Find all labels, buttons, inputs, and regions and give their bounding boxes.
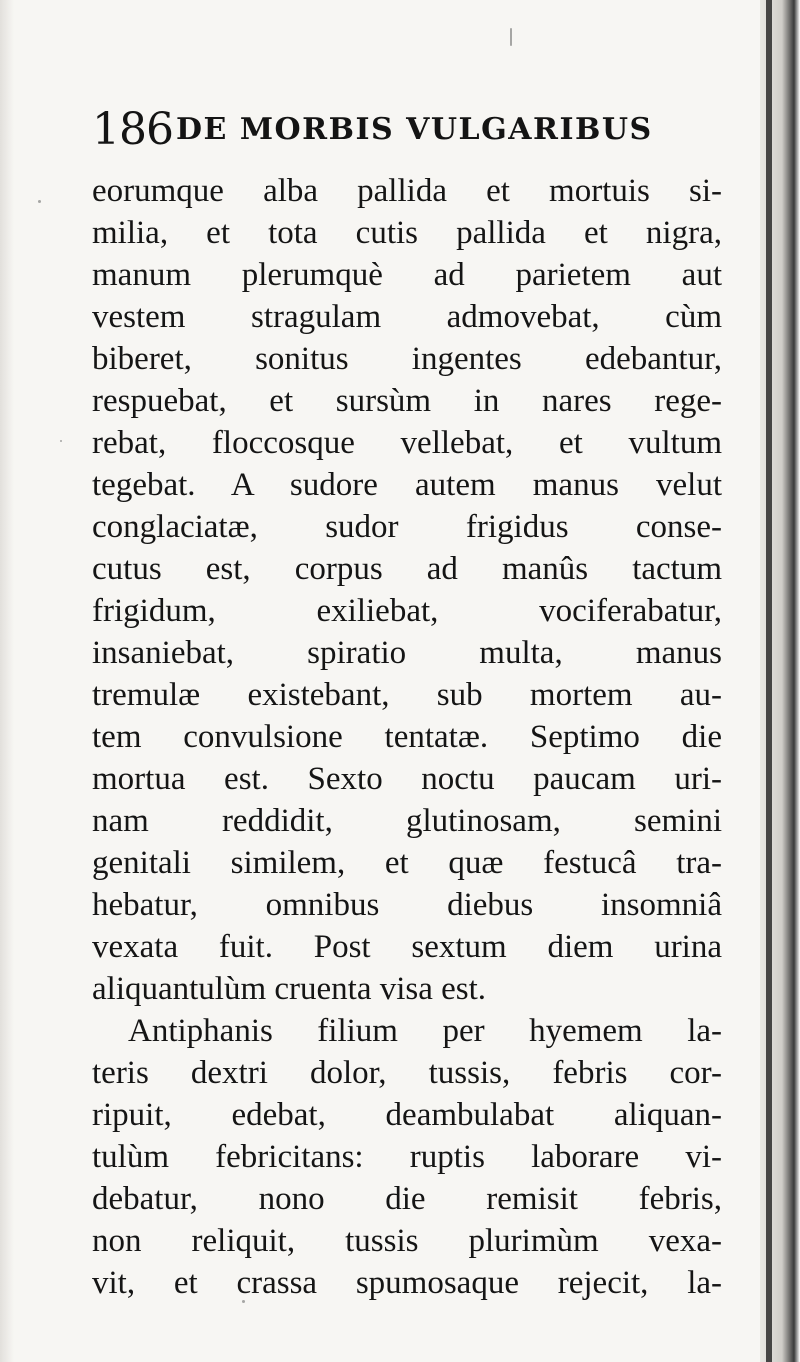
text-line: frigidum, exiliebat, vociferabatur,: [92, 593, 722, 629]
page-gutter-shadow: [766, 0, 772, 1362]
text-line: respuebat, et sursùm in nares rege-: [92, 383, 722, 419]
text-line: insaniebat, spiratio multa, manus: [92, 635, 722, 671]
paragraph-start-line: Antiphanis filium per hyemem la-: [128, 1013, 722, 1049]
body-text: [92, 170, 722, 1304]
text-line: mortua est. Sexto noctu paucam uri-: [92, 761, 722, 797]
running-head: DE MORBIS VULGARIBUS: [176, 112, 653, 147]
page-header: [92, 100, 732, 160]
text-line: genitali similem, et quæ festucâ tra-: [92, 845, 722, 881]
paragraph-end-line: aliquantulùm cruenta visa est.: [92, 971, 487, 1007]
text-line: tem convulsione tentatæ. Septimo die: [92, 719, 722, 755]
text-line: biberet, sonitus ingentes edebantur,: [92, 341, 722, 377]
text-line: non reliquit, tussis plurimùm vexa-: [92, 1223, 722, 1259]
text-line: vestem stragulam admovebat, cùm: [92, 299, 722, 335]
text-line: debatur, nono die remisit febris,: [92, 1181, 722, 1217]
paper-speck: [510, 28, 512, 46]
text-line: teris dextri dolor, tussis, febris cor-: [92, 1055, 722, 1091]
text-line: eorumque alba pallida et mortuis si-: [92, 173, 722, 209]
text-line: milia, et tota cutis pallida et nigra,: [92, 215, 722, 251]
page-number: 186: [92, 104, 173, 155]
text-line: conglaciatæ, sudor frigidus conse-: [92, 509, 722, 545]
page-left-edge: [0, 0, 14, 1362]
paper-speck: [60, 440, 62, 442]
text-line: hebatur, omnibus diebus insomniâ: [92, 887, 722, 923]
text-line: ripuit, edebat, deambulabat aliquan-: [92, 1097, 722, 1133]
text-line: vexata fuit. Post sextum diem urina: [92, 929, 722, 965]
text-line: vit, et crassa spumosaque rejecit, la-: [92, 1265, 722, 1301]
text-line: manum plerumquè ad parietem aut: [92, 257, 722, 293]
text-line: tegebat. A sudore autem manus velut: [92, 467, 722, 503]
text-line: rebat, floccosque vellebat, et vultum: [92, 425, 722, 461]
paper-speck: [38, 200, 41, 203]
text-line: cutus est, corpus ad manûs tactum: [92, 551, 722, 587]
text-line: nam reddidit, glutinosam, semini: [92, 803, 722, 839]
text-line: tulùm febricitans: ruptis laborare vi-: [92, 1139, 722, 1175]
text-line: tremulæ existebant, sub mortem au-: [92, 677, 722, 713]
